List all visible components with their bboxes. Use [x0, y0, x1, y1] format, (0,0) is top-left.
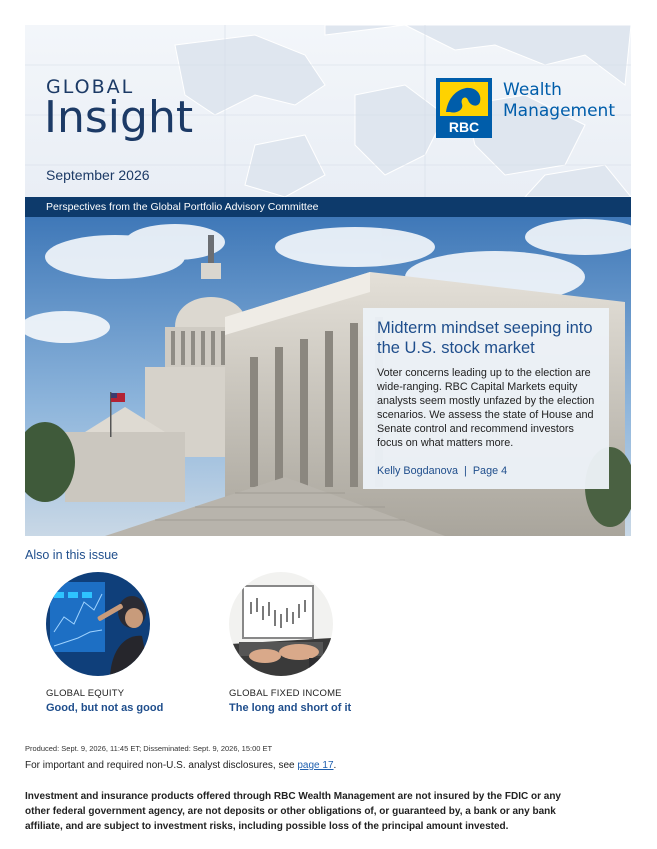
logo-text-line1: Wealth: [503, 80, 562, 100]
global-fixed-income-thumbnail[interactable]: [229, 572, 333, 676]
analyst-disclosure-note: [25, 760, 336, 771]
rbc-badge: RBC: [448, 119, 480, 135]
category-global-equity: GLOBAL EQUITY: [46, 688, 125, 699]
rbc-wealth-logo[interactable]: [436, 78, 615, 138]
disclosure-prefix: For important and required non-U.S. analyst disclosures, see: [25, 760, 298, 771]
laptop-chart-photo: [229, 572, 333, 676]
disclosure-page-link[interactable]: page 17: [297, 760, 334, 771]
logo-text: [503, 80, 615, 122]
rbc-lion-shield-icon: [436, 78, 492, 138]
feature-author: Kelly Bogdanova: [377, 465, 459, 477]
disclosure-suffix: .: [333, 760, 337, 771]
logo-text-line2: Management: [503, 101, 615, 121]
trading-screen-photo: [46, 572, 150, 676]
feature-article-card[interactable]: [363, 308, 609, 489]
byline-separator: |: [461, 465, 470, 477]
feature-page[interactable]: Page 4: [472, 465, 508, 477]
feature-summary: Voter concerns leading up to the election are wide-ranging. RBC Capital Markets equity analysts seem mostly unfazed by the election scenarios. We assess the state of House and Senate control and recommend investors focus on what matters more.: [377, 367, 595, 449]
article-link-global-equity[interactable]: Good, but not as good: [46, 702, 164, 714]
subtitle-bar: Perspectives from the Global Portfolio Advisory Committee: [25, 197, 631, 217]
feature-byline: [377, 465, 507, 477]
category-global-fixed-income: GLOBAL FIXED INCOME: [229, 688, 342, 699]
issue-date: September 2026: [46, 167, 150, 183]
brand-insight: Insight: [44, 92, 194, 143]
article-link-global-fixed-income[interactable]: The long and short of it: [229, 702, 352, 714]
also-in-issue-heading: Also in this issue: [25, 548, 119, 562]
feature-title[interactable]: Midterm mindset seeping into the U.S. stock market: [377, 319, 593, 357]
production-timestamp: Produced: Sept. 9, 2026, 11:45 ET; Disseminated: Sept. 9, 2026, 15:00 ET: [25, 744, 273, 753]
legal-disclaimer: Investment and insurance products offered through RBC Wealth Management are not insured by the FDIC or any other federal government agency, are not deposits or other obligations of, or guaranteed by, a bank or any bank affiliate, and are subject to investment risks, including possible loss of the principal amount invested.: [25, 791, 561, 832]
global-equity-thumbnail[interactable]: [46, 572, 150, 676]
brand-global: GLOBAL: [46, 76, 135, 98]
